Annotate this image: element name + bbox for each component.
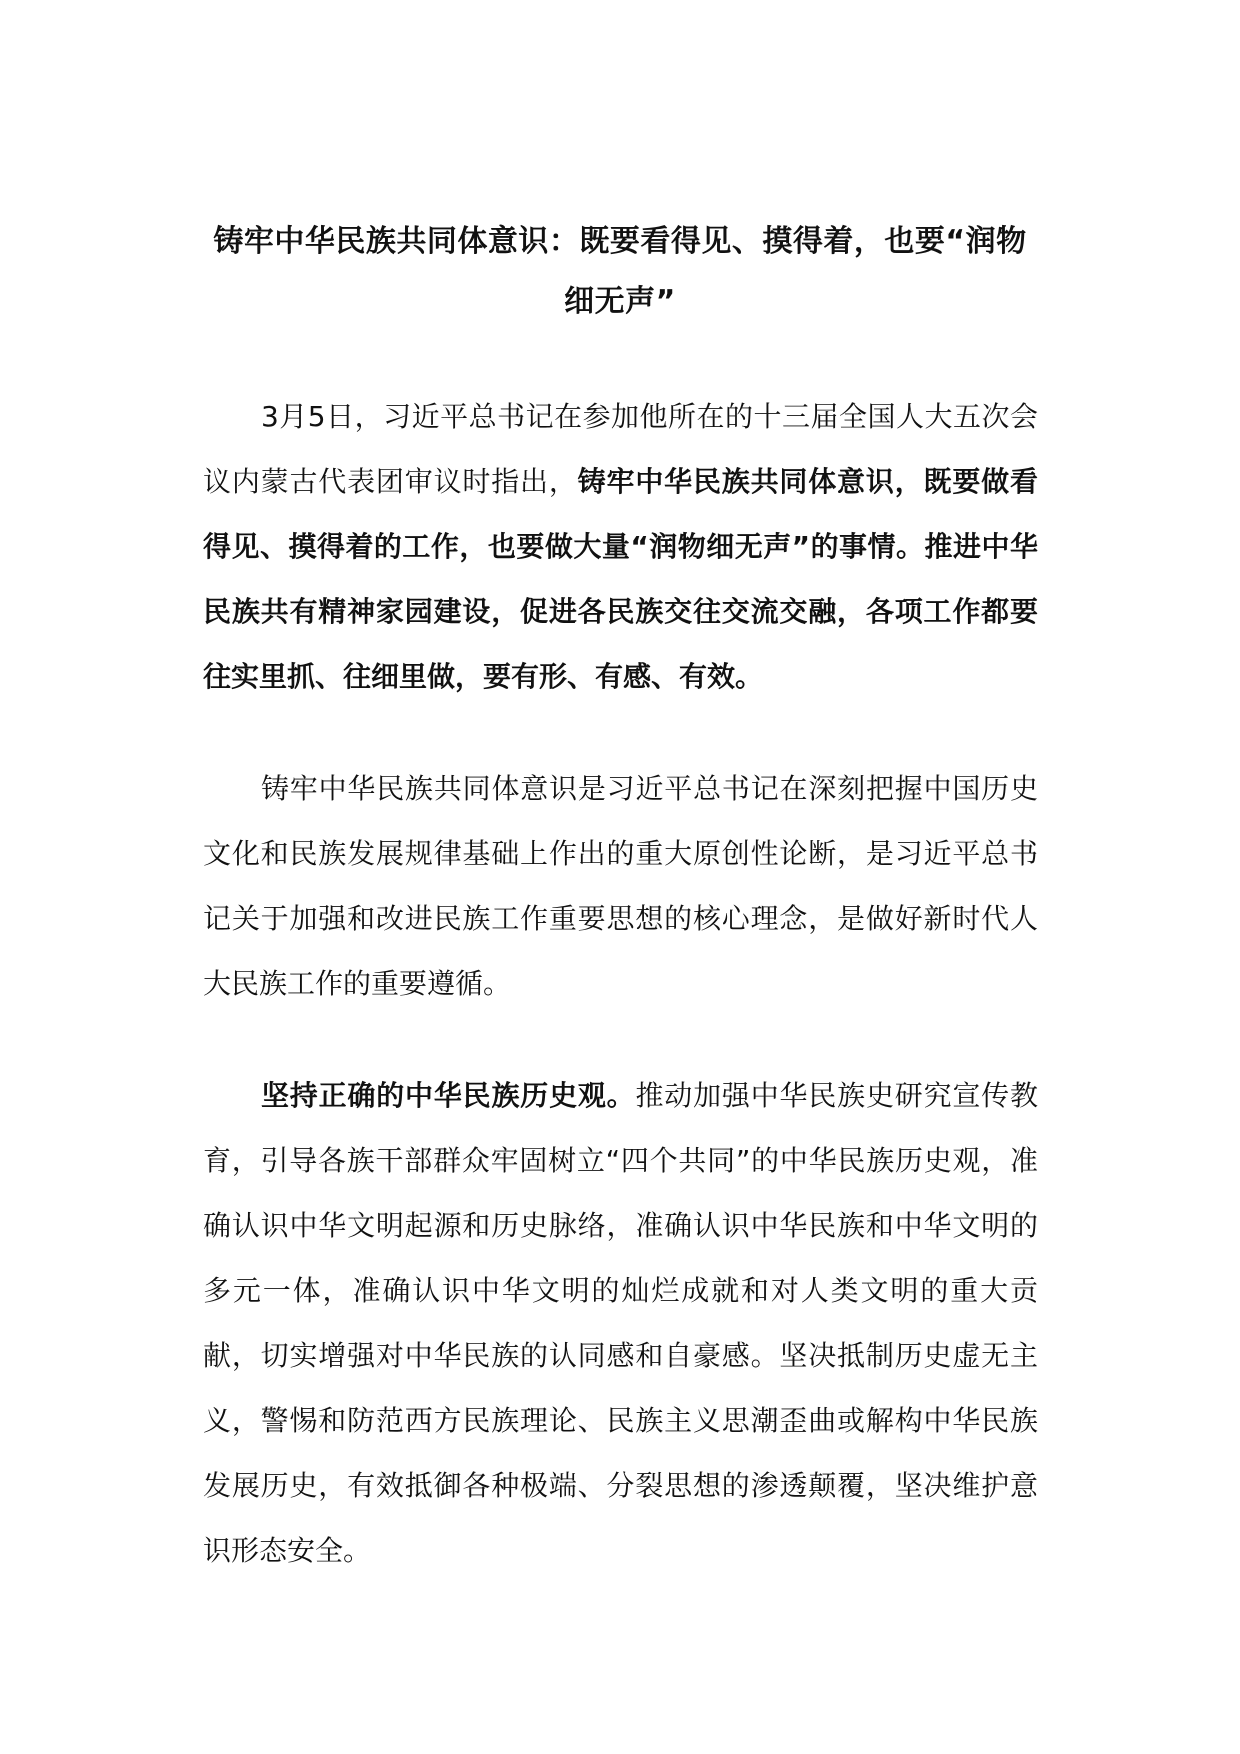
- paragraph-3: [203, 1063, 1038, 1583]
- paragraph-2: 铸牢中华民族共同体意识是习近平总书记在深刻把握中国历史文化和民族发展规律基础上作出的重大原创性论断，是习近平总书记关于加强和改进民族工作重要思想的核心理念，是做好新时代人大民族工作的重要遵循。: [203, 772, 1038, 1000]
- paragraph-1: [203, 384, 1038, 709]
- paragraph-3-text: 推动加强中华民族史研究宣传教育，引导各族干部群众牢固树立“四个共同”的中华民族历史观，准确认识中华文明起源和历史脉络，准确认识中华民族和中华文明的多元一体，准确认识中华文明的灿烂成就和对人类文明的重大贡献，切实增强对中华民族的认同感和自豪感。坚决抵制历史虚无主义，警惕和防范西方民族理论、民族主义思潮歪曲或解构中华民族发展历史，有效抵御各种极端、分裂思想的渗透颠覆，坚决维护意识形态安全。: [203, 1079, 1038, 1567]
- paragraph-1-bold: 铸牢中华民族共同体意识，既要做看得见、摸得着的工作，也要做大量“润物细无声”的事情。推进中华民族共有精神家园建设，促进各民族交往交流交融，各项工作都要往实里抓、往细里做，要有形、有感、有效。: [203, 465, 1038, 693]
- paragraph-3-heading: 坚持正确的中华民族历史观。: [261, 1079, 636, 1112]
- paragraph-1-intro: 3月5日，习近平总书记在参加他所在的十三届全国人大五次会议内蒙古代表团审议时指出，: [203, 400, 1038, 498]
- document-title: 铸牢中华民族共同体意识：既要看得见、摸得着，也要“润物细无声”: [213, 224, 1027, 319]
